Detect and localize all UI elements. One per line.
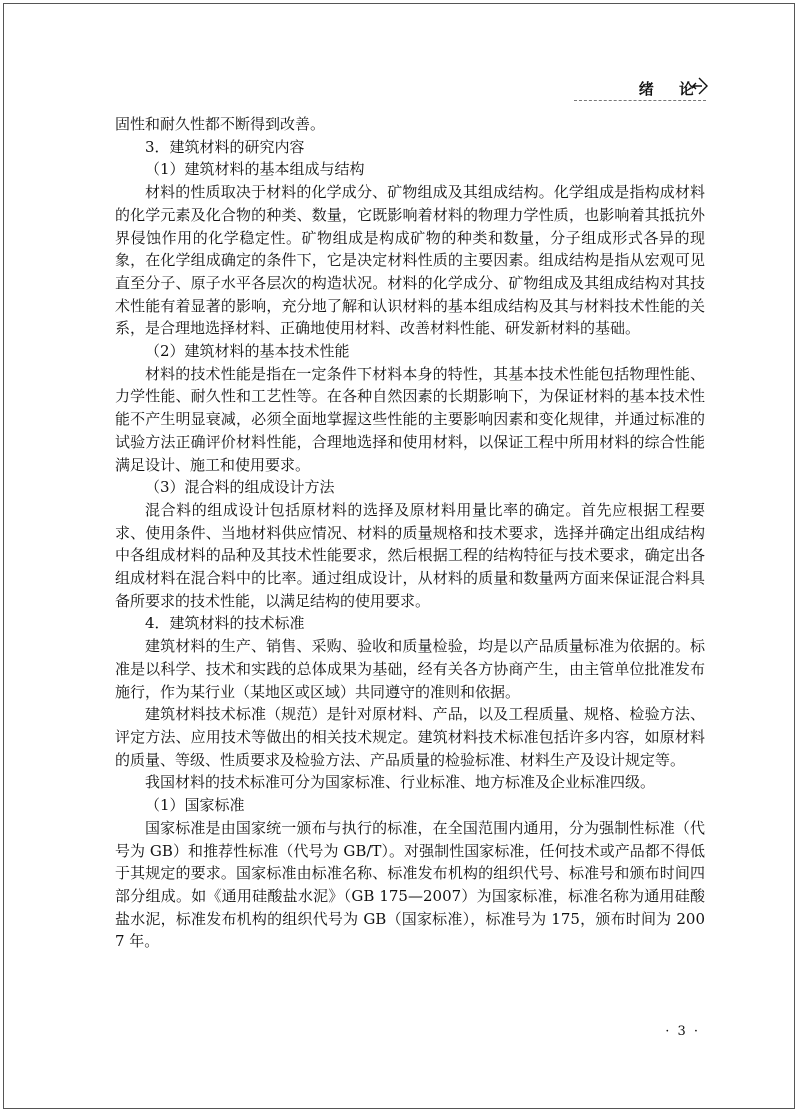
subsection-heading: （3）混合料的组成设计方法	[145, 478, 335, 497]
paragraph: 混合料的组成设计包括原材料的选择及原材料用量比率的确定。首先应根据工程要求、使用条件、当地材料供应情况、材料的质量规格和技术要求，选择并确定出组成结构中各组成材料的品种及其技术性能要求，然后根据工程的结构特征与技术要求，确定出各组成材料在混合料中的比率。通过组成设计，从材料的质量和数量两方面来保证混合料具备所要求的技术性能，以满足结构的使用要求。	[115, 500, 705, 610]
header-rule	[574, 100, 706, 101]
paragraph: 建筑材料技术标准（规范）是针对原材料、产品，以及工程质量、规格、检验方法、评定方法、应用技术等做出的相关技术规定。建筑材料技术标准包括许多内容，如原材料的质量、等级、性质要求及检验方法、产品质量的检验标准、材料生产及设计规定等。	[115, 705, 705, 769]
page-number: · 3 ·	[665, 1024, 700, 1039]
running-header: 绪 论	[638, 80, 704, 98]
paragraph: 国家标准是由国家统一颁布与执行的标准，在全国范围内通用，分为强制性标准（代号为 GB）和推荐性标准（代号为 GB/T）。对强制性国家标准，任何技术或产品都不得低于其规定的要求。国家标准由标准名称、标准发布机构的组织代号、标准号和颁布时间四部分组成。如《通用硅酸盐水泥》（GB 175—2007）为国家标准，标准名称为通用硅酸盐水泥，标准发布机构的组织代号为 GB（国家标准），标准号为 175，颁布时间为 2007 年。	[115, 818, 705, 951]
paragraph: 材料的性质取决于材料的化学成分、矿物组成及其组成结构。化学组成是指构成材料的化学元素及化合物的种类、数量，它既影响着材料的物理力学性质，也影响着其抵抗外界侵蚀作用的化学稳定性。矿物组成是构成矿物的种类和数量，分子组成形式各异的现象，在化学组成确定的条件下，它是决定材料性质的主要因素。组成结构是指从宏观可见直至分子、原子水平各层次的构造状况。材料的化学成分、矿物组成及其组成结构对其技术性能有着显著的影响，充分地了解和认识材料的基本组成结构及其与材料技术性能的关系，是合理地选择材料、正确地使用材料、改善材料性能、研发新材料的基础。	[115, 183, 705, 338]
paragraph: 固性和耐久性都不断得到改善。	[115, 115, 326, 133]
subsection-heading: （2）建筑材料的基本技术性能	[145, 342, 350, 361]
body-text	[115, 113, 705, 953]
subsection-heading: （1）建筑材料的基本组成与结构	[145, 160, 365, 179]
section-heading: 3．建筑材料的研究内容	[145, 137, 305, 156]
diamond-arrow-icon	[690, 77, 708, 95]
paragraph: 我国材料的技术标准可分为国家标准、行业标准、地方标准及企业标准四级。	[145, 773, 656, 792]
paragraph: 建筑材料的生产、销售、采购、验收和质量检验，均是以产品质量标准为依据的。标准是以科学、技术和实践的总体成果为基础，经有关各方协商产生，由主管单位批准发布施行，作为某行业（某地区或区域）共同遵守的准则和依据。	[115, 637, 705, 701]
paragraph: 材料的技术性能是指在一定条件下材料本身的特性，其基本技术性能包括物理性能、力学性能、耐久性和工艺性等。在各种自然因素的长期影响下，为保证材料的基本技术性能不产生明显衰减，必须全面地掌握这些性能的主要影响因素和变化规律，并通过标准的试验方法正确评价材料性能，合理地选择和使用材料，以保证工程中所用材料的综合性能满足设计、施工和使用要求。	[115, 364, 705, 474]
section-heading: 4．建筑材料的技术标准	[145, 614, 305, 633]
subsection-heading: （1）国家标准	[145, 796, 245, 815]
